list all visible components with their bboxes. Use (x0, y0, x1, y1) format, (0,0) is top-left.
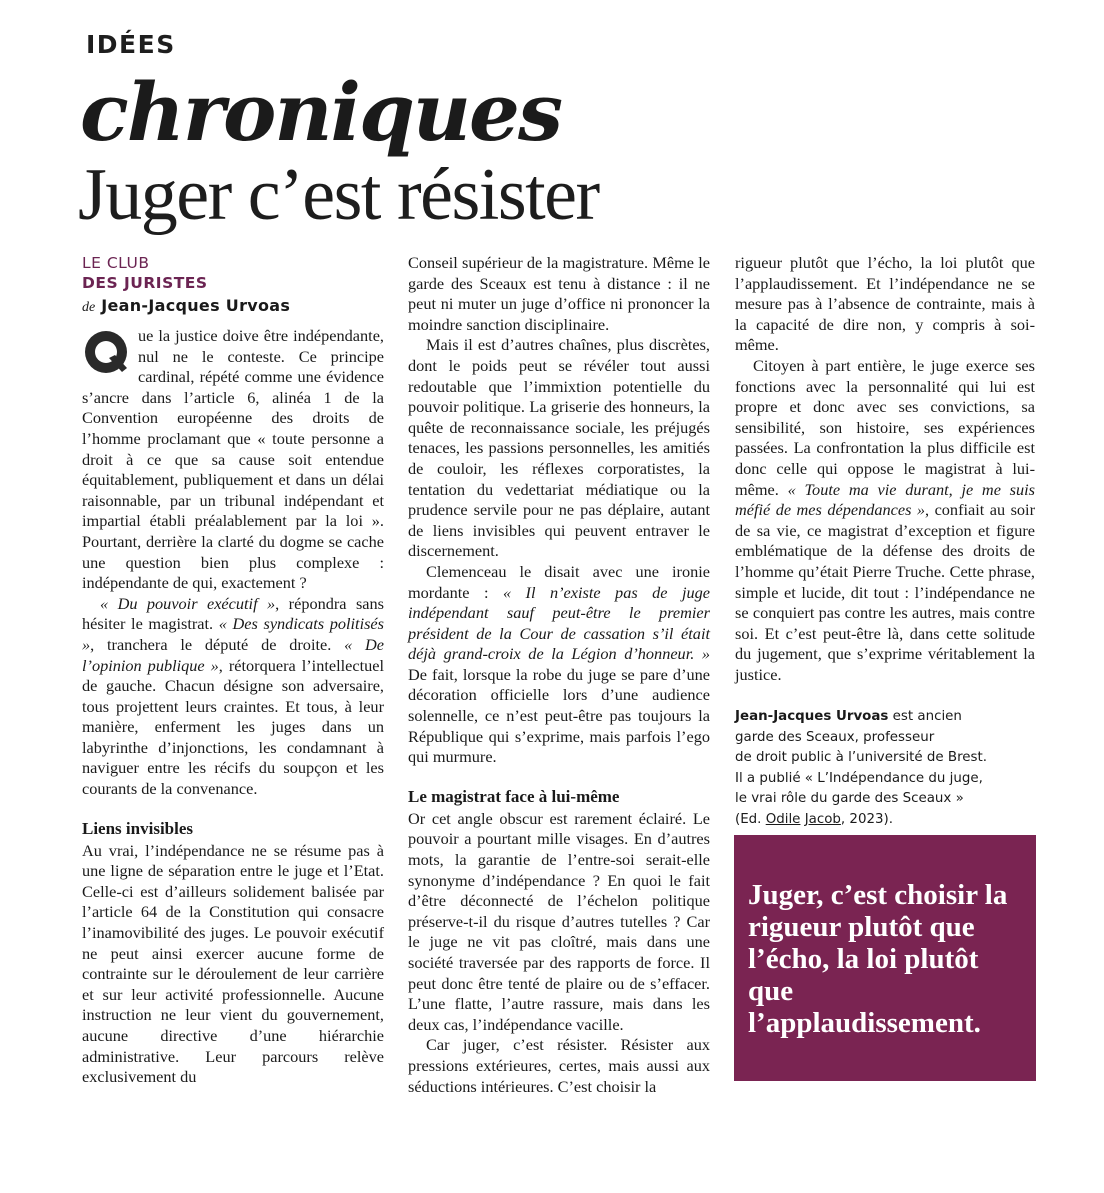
publisher-link[interactable]: Jacob (804, 811, 841, 827)
pull-quote-box (734, 835, 1036, 1081)
byline-author: Jean-Jacques Urvoas (101, 296, 291, 315)
paragraph: Or cet angle obscur est rarement éclairé. Le pouvoir a pourtant mille visages. En d’autres mots, la garantie de l’entre-soi serait-elle synonyme d’indépendance ? En quoi le fait d’être déconnecté de l’échelon politique préserve-t-il du risque d’autres tutelles ? Car le juge ne vit pas cloîtré, mais dans une société traversée par des rapports de force. Il peut donc être tenté de plaire ou de s’effacer. L’une flatte, l’autre rassure, mais dans les deux cas, l’indépendance vacille. (408, 808, 710, 1034)
paragraph-text: , confiait au soir de sa vie, ce magistrat d’exception et figure emblématique de la défense des droits de l’homme qu’était Pierre Truche. Cette phrase, simple et lucide, dit tout : l’indépendance ne se conquiert pas contre les autres, mais contre soi. Et c’est peut-être là, dans cette solitude du jugement, que s’exprime véritablement la justice. (735, 500, 1036, 684)
paragraph (82, 594, 384, 800)
paragraph: Au vrai, l’indépendance ne se résume pas à une ligne de séparation entre le juge et l’Etat. Celle-ci est d’ailleurs solidement balisée par l’article 64 de la Constitution qui consacre l’inamovibilité des juges. Le pouvoir exécutif ne peut ainsi exercer aucune forme de contrainte sur le déroulement de leur carrière et sur leur activité professionnelle. Aucune instruction ne leur vient du gouvernement, aucune directive d’une hiérarchie administrative. Leur parcours relève exclusivement du (82, 840, 384, 1087)
subheading: Le magistrat face à lui-même (408, 786, 620, 806)
dropcap-q-icon (82, 328, 130, 376)
article-column-1 (82, 253, 384, 1088)
paragraph-text: Citoyen à part entière, le juge exerce ses fonctions avec la personnalité qui lui est propre et donc avec ses convictions, sa sensibilité, son histoire, ses expériences passées. La confrontation la plus difficile est donc celle qui oppose le magistrat à lui-même. (735, 355, 1035, 499)
quote: « Il n’existe pas de juge indépendant sauf peut-être le premier président de la Cour de cassation s’il était déjà grand-croix de la Légion d’honneur. » (408, 582, 711, 664)
publisher-link[interactable]: Odile (765, 811, 801, 827)
rubric-title: chroniques (80, 65, 561, 159)
paragraph: Mais il est d’autres chaînes, plus discrètes, dont le poids peut se révéler tout aussi redoutable que l’immixtion potentielle du pouvoir politique. La griserie des honneurs, la quête de reconnaissance sociale, les préjugés tenaces, les passions personnelles, les amitiés de couloir, les réflexes corporatistes, la tentation du vedettariat médiatique ou la prudence servile pour ne pas déplaire, autant de liens invisibles qui peuvent entraver le discernement. (408, 335, 710, 561)
paragraph (408, 562, 710, 768)
club-label-line2: DES JURISTES (82, 274, 208, 292)
paragraph: Car juger, c’est résister. Résister aux pressions extérieures, certes, mais aussi aux séductions intérieures. C’est choisir la (408, 1035, 710, 1096)
club-label-line1: LE CLUB (82, 254, 150, 272)
bio-text: Il a publié « L’Indépendance du juge, (735, 770, 983, 786)
byline (82, 293, 384, 320)
paragraph-text: , rétorquera l’intellectuel de gauche. Chacun désigne son adversaire, tous projettent leurs craintes. Et tous, à leur manière, enferment les juges dans un labyrinthe d’injonctions, les condamnant à naviguer entre les récifs du soupçon et les courants de la convenance. (82, 655, 385, 799)
pull-quote-text: Juger, c’est choisir la rigueur plutôt que l’écho, la loi plutôt que l’applaudissement. (748, 879, 1008, 1039)
paragraph (82, 326, 384, 594)
article-column-3 (735, 253, 1035, 830)
paragraph-text: , répondra sans hésiter le magistrat. (82, 593, 384, 634)
byline-prefix: de (82, 300, 96, 315)
bio-text: , 2023). (840, 811, 893, 827)
section-tag: IDÉES (86, 30, 176, 59)
paragraph (735, 356, 1035, 686)
author-bio (735, 707, 1035, 830)
bio-text: de droit public à l’université de Brest. (735, 750, 988, 766)
quote: « Des syndicats politisés » (82, 614, 384, 654)
paragraph: Conseil supérieur de la magistrature. Même le garde des Sceaux est tenu à distance : il ne peut ni muter un juge d’office ni prononcer la moindre sanction disciplinaire. (408, 253, 710, 334)
article-headline: Juger c’est résister (78, 154, 599, 236)
quote: « Du pouvoir exécutif » (100, 593, 276, 613)
bio-author-name: Jean-Jacques Urvoas (735, 709, 889, 725)
paragraph-text: ue la justice doive être indépendante, nul ne le conteste. Ce principe cardinal, répété comme une évidence s’ancre dans l’article 6, alinéa 1 de la Convention européenne des droits de l’homme proclamant que « toute personne a droit à ce que sa cause soit entendue équitablement, publiquement et dans un délai raisonnable, par un tribunal indépendant et impartial établi préalablement par la loi ». Pourtant, derrière la clarté du dogme se cache une question bien plus complexe : indépendante de qui, exactement ? (82, 326, 384, 593)
paragraph-text: , tranchera le député de droite. (90, 634, 345, 654)
paragraph: rigueur plutôt que l’écho, la loi plutôt que l’applaudissement. Et l’indépendance ne se mesure pas à l’absence de contrainte, mais à la capacité de dire non, y compris à soi-même. (735, 253, 1035, 355)
bio-text: le vrai rôle du garde des Sceaux » (735, 791, 964, 807)
quote: « Toute ma vie durant, je me suis méfié de mes dépendances » (735, 479, 1036, 520)
paragraph-text: Clemenceau le disait avec une ironie mordante : (408, 561, 710, 602)
article-column-2 (408, 253, 710, 1097)
quote: « De l’opinion publique » (82, 634, 384, 675)
subheading: Liens invisibles (82, 818, 194, 838)
bio-publisher (735, 810, 1035, 831)
bio-text: garde des Sceaux, professeur (735, 729, 935, 745)
bio-text: (Ed. (735, 811, 766, 827)
bio-text: est ancien (888, 709, 962, 725)
paragraph-text: De fait, lorsque la robe du juge se pare d’une décoration officielle lors d’une audience solennelle, ce n’est peut-être pas toujours la République qui s’exprime, mais parfois l’ego qui murmure. (408, 664, 710, 767)
